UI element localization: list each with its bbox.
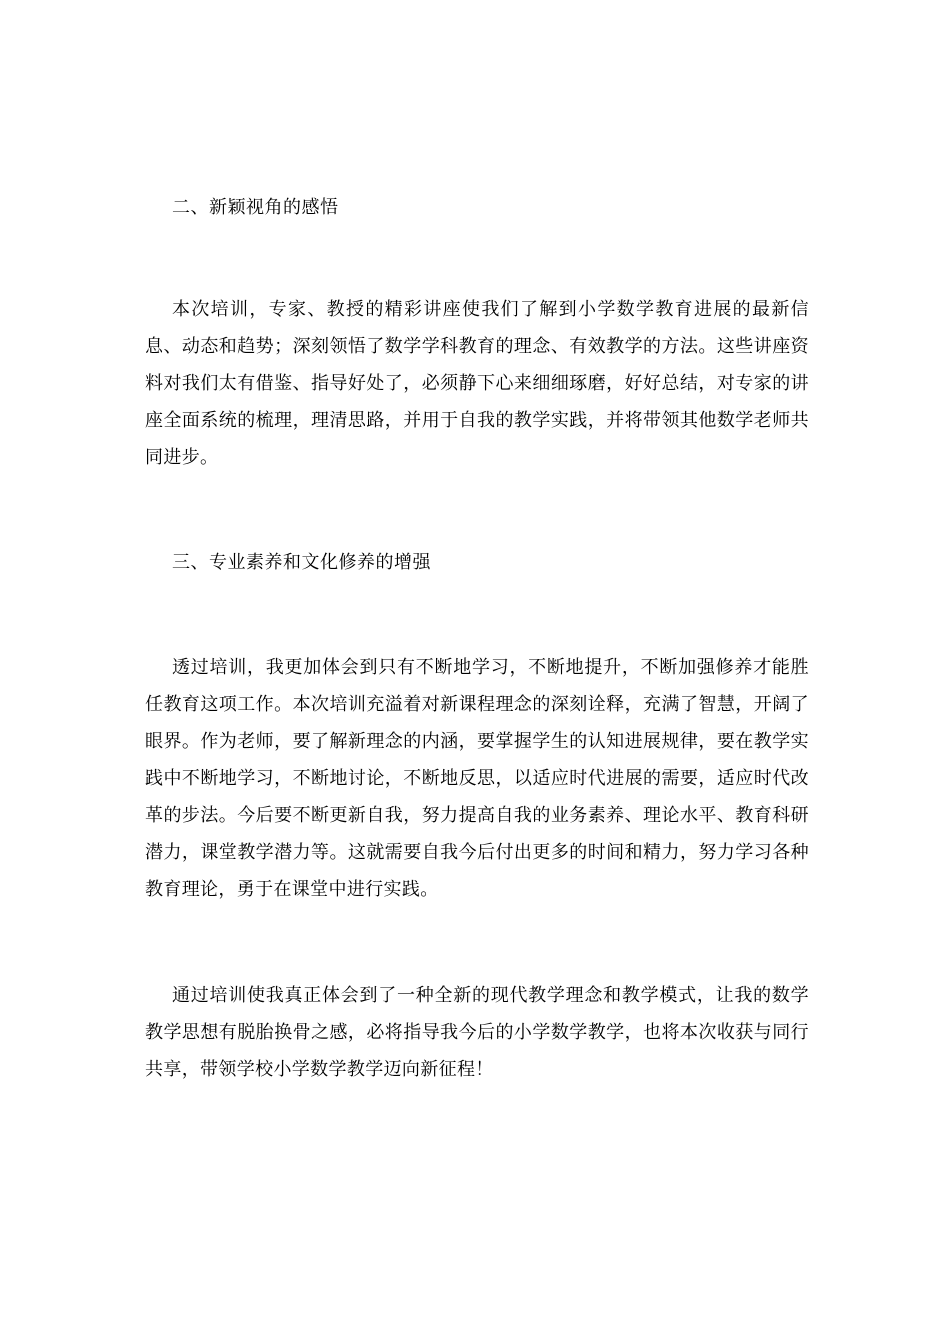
closing-paragraph: 通过培训使我真正体会到了一种全新的现代教学理念和教学模式，让我的数学教学思想有脱胎换骨之感，必将指导我今后的小学数学教学，也将本次收获与同行共享，带领学校小学数学教学迈向新征程！	[145, 985, 809, 1080]
section-three-heading: 三、专业素养和文化修养的增强	[172, 552, 431, 573]
section-two-heading: 二、新颖视角的感悟	[172, 197, 339, 218]
section-two-paragraph: 本次培训，专家、教授的精彩讲座使我们了解到小学数学教育进展的最新信息、动态和趋势；深刻领悟了数学学科教育的理念、有效教学的方法。这些讲座资料对我们太有借鉴、指导好处了，必须静下心来细细琢磨，好好总结，对专家的讲座全面系统的梳理，理清思路，并用于自我的教学实践，并将带领其他数学老师共同进步。	[145, 299, 809, 468]
section-three-paragraph: 透过培训，我更加体会到只有不断地学习，不断地提升，不断加强修养才能胜任教育这项工作。本次培训充溢着对新课程理念的深刻诠释，充满了智慧，开阔了眼界。作为老师，要了解新理念的内涵，要掌握学生的认知进展规律，要在教学实践中不断地学习，不断地讨论，不断地反思，以适应时代进展的需要，适应时代改革的步法。今后要不断更新自我，努力提高自我的业务素养、理论水平、教育科研潜力，课堂教学潜力等。这就需要自我今后付出更多的时间和精力，努力学习各种教育理论，勇于在课堂中进行实践。	[145, 657, 809, 900]
